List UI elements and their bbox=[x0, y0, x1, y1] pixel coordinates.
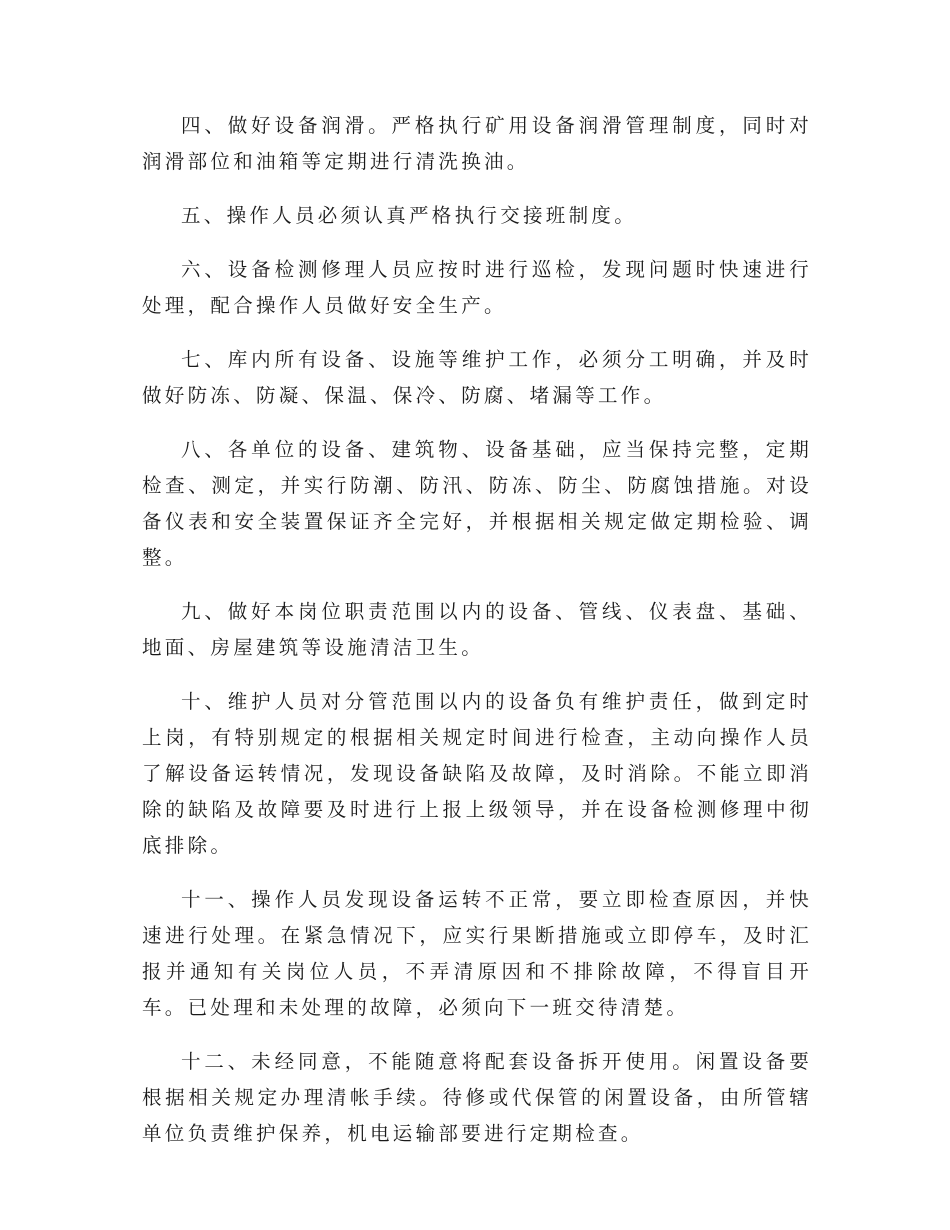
paragraph-8: 八、各单位的设备、建筑物、设备基础，应当保持完整，定期检查、测定，并实行防潮、防汛、防冻、防尘、防腐蚀措施。对设备仪表和安全装置保证齐全完好，并根据相关规定做定期检验、调整。 bbox=[142, 438, 812, 569]
paragraph-4: 四、做好设备润滑。严格执行矿用设备润滑管理制度，同时对润滑部位和油箱等定期进行清洗换油。 bbox=[142, 114, 812, 173]
paragraph-10: 十、维护人员对分管范围以内的设备负有维护责任，做到定时上岗，有特别规定的根据相关规定时间进行检查，主动向操作人员了解设备运转情况，发现设备缺陷及故障，及时消除。不能立即消除的缺陷及故障要及时进行上报上级领导，并在设备检测修理中彻底排除。 bbox=[142, 690, 812, 857]
paragraph-7: 七、库内所有设备、设施等维护工作，必须分工明确，并及时做好防冻、防凝、保温、保冷、防腐、堵漏等工作。 bbox=[142, 348, 812, 407]
paragraph-11: 十一、操作人员发现设备运转不正常，要立即检查原因，并快速进行处理。在紧急情况下，应实行果断措施或立即停车，及时汇报并通知有关岗位人员，不弄清原因和不排除故障，不得盲目开车。已处理和未处理的故障，必须向下一班交待清楚。 bbox=[142, 888, 812, 1019]
paragraph-9: 九、做好本岗位职责范围以内的设备、管线、仪表盘、基础、地面、房屋建筑等设施清洁卫生。 bbox=[142, 600, 812, 659]
paragraph-5: 五、操作人员必须认真严格执行交接班制度。 bbox=[181, 204, 638, 227]
paragraph-6: 六、设备检测修理人员应按时进行巡检，发现问题时快速进行处理，配合操作人员做好安全生产。 bbox=[142, 258, 812, 317]
paragraph-12: 十二、未经同意，不能随意将配套设备拆开使用。闲置设备要根据相关规定办理清帐手续。待修或代保管的闲置设备，由所管辖单位负责维护保养，机电运输部要进行定期检查。 bbox=[142, 1050, 812, 1145]
document-body bbox=[142, 108, 812, 1152]
